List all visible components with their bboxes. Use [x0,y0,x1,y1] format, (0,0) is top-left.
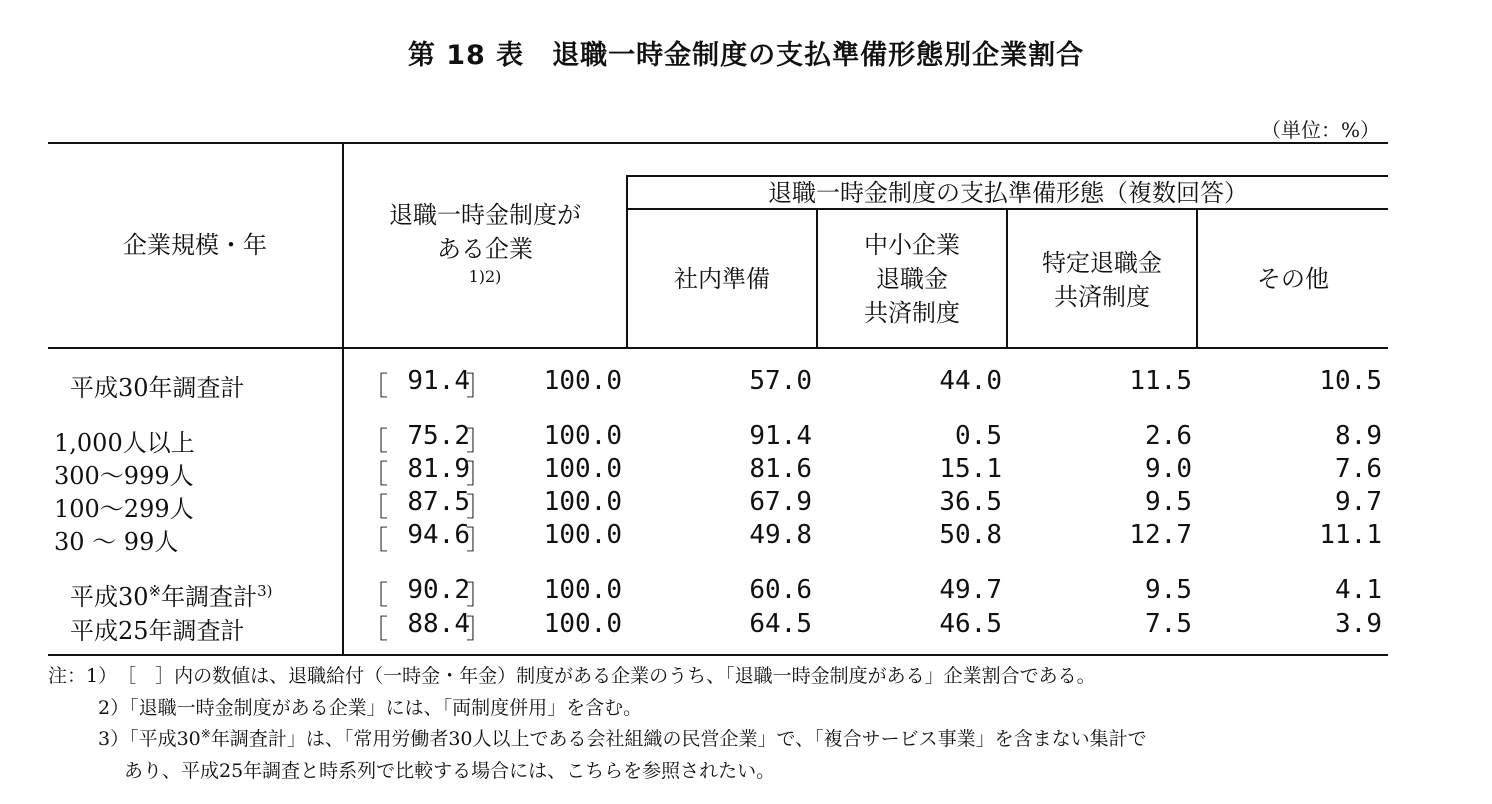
internal-value: 67.9 [749,487,812,517]
row-label-rest: 年調査計 [161,583,258,611]
specific-value: 12.7 [1129,520,1192,550]
bracket-value: 91.4 [407,366,470,396]
bracket-close: ］ [466,372,493,402]
total-value: 100.0 [543,454,622,484]
specific-value: 7.5 [1145,609,1192,639]
specific-value: 2.6 [1145,421,1192,451]
sme-value: 44.0 [939,366,1002,396]
row-label-sup: ※ [148,582,162,600]
note-3-continued: あり、平成25年調査と時系列で比較する場合には、こちらを参照されたい。 [124,760,776,782]
header-internal: 社内準備 [674,265,770,293]
header-has-system-note: 1)2) [468,267,502,286]
sme-value: 36.5 [939,487,1002,517]
other-value: 9.7 [1335,487,1382,517]
bracket-close: ］ [466,493,493,523]
header-sme-line3: 共済制度 [864,299,960,327]
header-sme-line1: 中小企業 [864,231,960,259]
specific-value: 9.5 [1145,575,1192,605]
table-top-rule [48,142,1388,144]
internal-value: 60.6 [749,575,812,605]
bracket-close: ］ [466,581,493,611]
note-3-part-a: 3）「平成30 [98,728,201,750]
row-label: 平成25年調査計 [70,617,245,645]
sme-value: 0.5 [955,421,1002,451]
total-value: 100.0 [543,520,622,550]
row-label: 30 ～ 99人 [54,528,179,556]
page-title: 第 18 表 退職一時金制度の支払準備形態別企業割合 [407,40,1085,71]
internal-value: 91.4 [749,421,812,451]
row-label [70,577,273,612]
bracket-open: ［ [362,526,389,556]
bracket-value: 90.2 [407,575,470,605]
bracket-close: ］ [466,526,493,556]
other-value: 7.6 [1335,454,1382,484]
bracket-value: 88.4 [407,609,470,639]
total-value: 100.0 [543,575,622,605]
row-label: 平成30年調査計 [70,374,245,402]
bracket-close: ］ [466,427,493,457]
internal-value: 57.0 [749,366,812,396]
header-specific-line1: 特定退職金 [1042,249,1162,277]
bracket-open: ［ [362,372,389,402]
note-2: 2）「退職一時金制度がある企業」には、「両制度併用」を含む。 [98,697,643,719]
row-label: 1,000人以上 [54,429,195,457]
header-has-system-line2: ある企業 [437,235,533,263]
other-value: 11.1 [1319,520,1382,550]
header-category: 企業規模・年 [123,231,267,259]
header-specific-line2: 共済制度 [1054,283,1150,311]
sme-value: 46.5 [939,609,1002,639]
header-has-system [344,198,626,288]
note-3-sup: ※ [200,726,211,741]
note-3 [98,724,1147,751]
bracket-open: ［ [362,581,389,611]
bracket-value: 87.5 [407,487,470,517]
header-has-system-line1: 退職一時金制度が [389,201,581,229]
bracket-value: 75.2 [407,421,470,451]
bracket-open: ［ [362,493,389,523]
header-sme [818,228,1006,330]
sme-value: 50.8 [939,520,1002,550]
sme-value: 15.1 [939,454,1002,484]
bracket-open: ［ [362,427,389,457]
row-label: 100～299人 [54,495,194,523]
bracket-open: ［ [362,460,389,490]
total-value: 100.0 [543,366,622,396]
other-value: 8.9 [1335,421,1382,451]
header-other: その他 [1257,265,1329,293]
other-value: 4.1 [1335,575,1382,605]
header-sme-line2: 退職金 [876,265,948,293]
specific-value: 9.0 [1145,454,1192,484]
header-specific [1008,246,1196,314]
unit-label: （単位：%） [1260,118,1380,142]
bracket-value: 81.9 [407,454,470,484]
sme-value: 49.7 [939,575,1002,605]
internal-value: 49.8 [749,520,812,550]
internal-value: 64.5 [749,609,812,639]
specific-value: 11.5 [1129,366,1192,396]
specific-value: 9.5 [1145,487,1192,517]
row-label-main: 平成30 [70,583,149,611]
bracket-open: ［ [362,615,389,645]
bracket-value: 94.6 [407,520,470,550]
row-label: 300～999人 [54,462,194,490]
other-value: 10.5 [1319,366,1382,396]
note-1: 注：1） ［ ］内の数値は、退職給付（一時金・年金）制度がある企業のうち、「退職一時金制度がある」企業割合である。 [48,665,1096,687]
total-value: 100.0 [543,487,622,517]
total-value: 100.0 [543,609,622,639]
bracket-close: ］ [466,460,493,490]
row-label-note: 3) [257,582,273,600]
other-value: 3.9 [1335,609,1382,639]
header-group: 退職一時金制度の支払準備形態（複数回答） [768,179,1248,207]
total-value: 100.0 [543,421,622,451]
table-bottom-rule [48,654,1388,656]
bracket-close: ］ [466,615,493,645]
header-bottom-rule [48,347,1388,349]
internal-value: 81.6 [749,454,812,484]
note-3-part-b: 年調査計」は、「常用労働者30人以上である会社組織の民営企業」で、「複合サービス事業」を含まない集計で [210,728,1147,750]
